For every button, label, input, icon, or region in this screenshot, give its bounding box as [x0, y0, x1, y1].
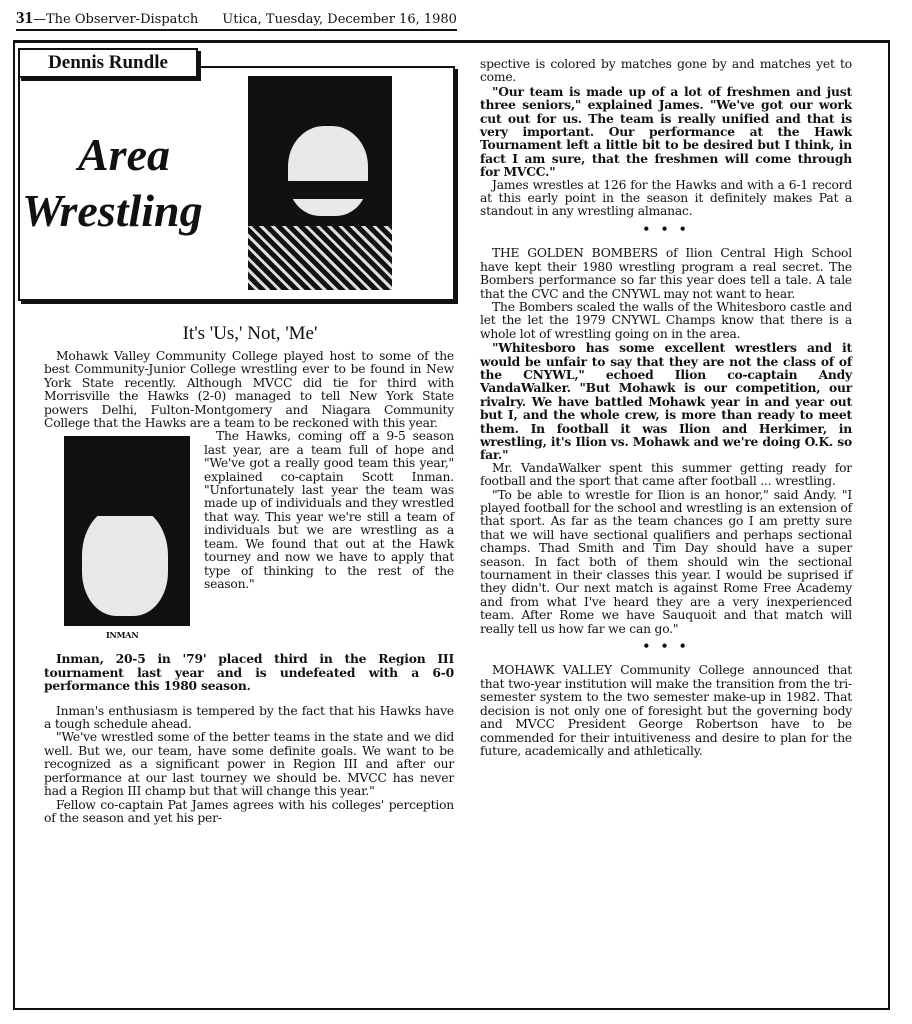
column-title-line1: Area [78, 129, 170, 180]
masthead [16, 8, 457, 31]
paragraph: "Whitesboro has some excellent wrestlers and it would be unfair to say that they are not the class of of the CNYWL," echoed Ilion co-captain Andy VandaWalker. "But Mohawk is our competition, our rivalry. We have battled Mohawk year in and year out but I, and the whole crew, is more than ready to meet them. In football it was Ilion and Herkimer, in wrestling, it's Ilion vs. Mohawk and we're doing O.K. so far." [480, 340, 852, 463]
right-column [480, 58, 852, 758]
paragraph: Mohawk Valley Community College played host to some of the best Community-Junior College wrestling ever to be found in New York State recently. Although MVCC did tie for third with Morrisville the Hawks (2-0) managed to tell New York State powers Delhi, Fulton-Montgomery and Niagara Community College that the Hawks are a team to be reckoned with this year. [44, 349, 454, 431]
paragraph: "Our team is made up of a lot of freshmen and just three seniors," explained James. "We've got our work cut out for us. The team is really unified and that is very important. Our performance at the Hawk Tournament left a little bit to be desired but I think, in fact I am sure, that the freshmen will come through for MVCC." [480, 83, 852, 180]
paragraph: Inman, 20-5 in '79' placed third in the Region III tournament last year and is undefeated with a 6-0 performance this 1980 season. [44, 651, 454, 694]
paragraph: "To be able to wrestle for Ilion is an honor," said Andy. "I played football for the school and wrestling is an extension of that sport. As far as the team chances go I am pretty sure that we will have sectional qualifiers and perhaps sectional champs. Thad Smith and Tim Day should have a super season. In fact both of them should win the sectional tournament in their classes this year. I would be suprised if they didn't. Our next match is against Rome Free Academy and from what I've heard they are a very inexperienced team. After Rome we have Sauquoit and that match will really tell us how far we can go." [480, 487, 852, 636]
paragraph: The Hawks, coming off a 9-5 season last year, are a team full of hope and "We've got a really good team this year," explained co-captain Scott Inman. "Unfortunately last year the team was made up of individuals and they wrestled that way. This year we're still a team of individuals but we are wrestling as a team. We found that out at the Hawk tourney and now we have to apply that type of thinking to the rest of the season." [204, 429, 454, 591]
paragraph: MOHAWK VALLEY Community College announced that that two-year institution will make the transition from the tri-semester system to the two semester make-up in 1982. That decision is not only one of foresight but the governing body and MVCC President George Robertson have to be commended for their intuitiveness and desire to plan for the future, academically and athletically. [480, 663, 852, 758]
paper-name: —The Observer-Dispatch [33, 12, 199, 27]
article-headline: It's 'Us,' Not, 'Me' [182, 323, 318, 344]
paragraph: The Bombers scaled the walls of the Whitesboro castle and let the let the 1979 CNYWL Champs know that there is a whole lot of wrestling going on in the area. [480, 299, 852, 341]
column-title-line2: Wrestling [22, 185, 203, 236]
separator: • • • [642, 638, 690, 654]
paragraph: THE GOLDEN BOMBERS of Ilion Central High School have kept their 1980 wrestling program a real secret. The Bombers performance so far this year does tell a tale. A tale that the CVC and the CNYWL may not want to hear. [480, 246, 852, 301]
dateline: Utica, Tuesday, December 16, 1980 [222, 12, 457, 27]
columnist-photo [248, 76, 392, 290]
inman-photo-box [44, 430, 200, 652]
byline: Dennis Rundle [18, 48, 198, 78]
paragraph: James wrestles at 126 for the Hawks and with a 6-1 record at this early point in the season it definitely makes Pat a standout in any wrestling almanac. [480, 177, 852, 219]
left-column [44, 350, 454, 825]
inman-photo [64, 436, 190, 626]
separator: • • • [642, 220, 690, 236]
paragraph: spective is colored by matches gone by and matches yet to come. [480, 57, 852, 85]
photo-caption: INMAN [106, 630, 139, 641]
paragraph: Fellow co-captain Pat James agrees with his colleges' perception of the season and yet his per- [44, 797, 454, 825]
paragraph: Mr. VandaWalker spent this summer getting ready for football and the sport that came after football ... wrestling. [480, 460, 852, 489]
page-number: 31 [16, 8, 33, 27]
paragraph: Inman's enthusiasm is tempered by the fact that his Hawks have a tough schedule ahead. [44, 703, 454, 732]
paragraph: "We've wrestled some of the better teams in the state and we did well. But we, our team, have some definite goals. We want to be recognized as a significant power in Region III and after our performance at our last tourney we should be. MVCC has never had a Region III champ but that will change this year." [44, 730, 454, 799]
